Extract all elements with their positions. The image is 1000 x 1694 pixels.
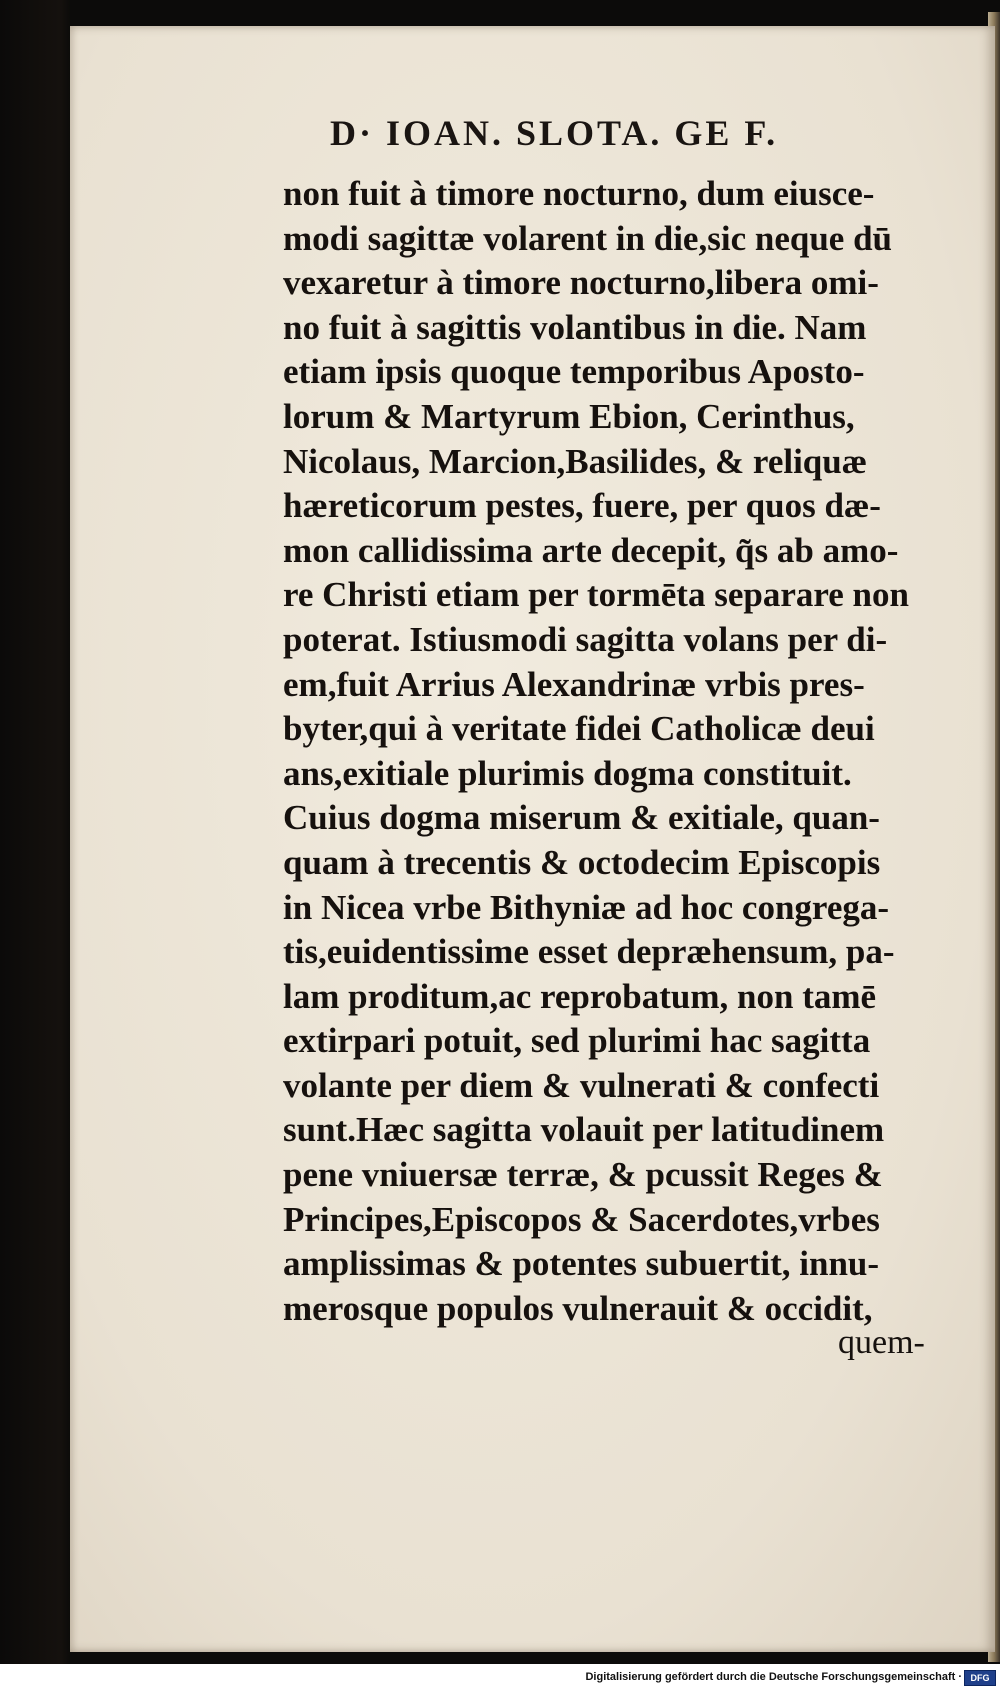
text-line: pene vniuersæ terræ, & pcussit Reges & xyxy=(283,1155,883,1195)
text-line: merosque populos vulnerauit & occidit, xyxy=(283,1288,873,1328)
text-line: etiam ipsis quoque temporibus Aposto- xyxy=(283,352,865,392)
text-line: hæreticorum pestes, fuere, per quos dæ- xyxy=(283,486,881,526)
text-line: Cuius dogma miserum & exitiale, quan- xyxy=(283,798,880,838)
text-line: amplissimas & potentes subuertit, innu- xyxy=(283,1244,880,1284)
text-line: modi sagittæ volarent in die,sic neque dū xyxy=(283,218,892,258)
text-line: Nicolaus, Marcion,Basilides, & reliquæ xyxy=(283,441,868,481)
page-body xyxy=(283,172,943,1331)
text-line: lam proditum,ac reprobatum, non tamē xyxy=(283,976,877,1016)
text-line: em,fuit Arrius Alexandrinæ vrbis pres- xyxy=(283,664,865,704)
text-line: poterat. Istiusmodi sagitta volans per di- xyxy=(283,619,888,659)
text-line: in Nicea vrbe Bithyniæ ad hoc congrega- xyxy=(283,887,890,927)
text-line: extirpari potuit, sed plurimi hac sagitta xyxy=(283,1021,871,1061)
digitization-footer xyxy=(0,1664,1000,1694)
text-line: ans,exitiale plurimis dogma constituit. xyxy=(283,753,852,793)
text-line: re Christi etiam per tormēta separare non xyxy=(283,575,909,615)
text-line: non fuit à timore nocturno, dum eiusce- xyxy=(283,174,875,213)
text-line: quam à trecentis & octodecim Episcopis xyxy=(283,842,881,882)
text-line: volante per diem & vulnerati & confecti xyxy=(283,1065,880,1105)
catchword: quem- xyxy=(838,1324,925,1361)
funding-credit: Digitalisierung gefördert durch die Deutsche Forschungsgemeinschaft · xyxy=(585,1671,962,1683)
text-line: tis,euidentissime esset depræhensum, pa- xyxy=(283,932,895,972)
text-line: vexaretur à timore nocturno,libera omi- xyxy=(283,263,879,303)
text-line: byter,qui à veritate fidei Catholicæ deui xyxy=(283,709,875,749)
text-line: lorum & Martyrum Ebion, Cerinthus, xyxy=(283,396,855,436)
text-line: sunt.Hæc sagitta volauit per latitudinem xyxy=(283,1110,885,1150)
text-line: mon callidissima arte decepit, q̃s ab amo- xyxy=(283,530,899,570)
text-line: no fuit à sagittis volantibus in die. Nam xyxy=(283,307,867,347)
running-head: D· IOAN. SLOTA. GE F. xyxy=(330,113,779,153)
text-line: Principes,Episcopos & Sacerdotes,vrbes xyxy=(283,1199,880,1239)
dfg-logo-icon: DFG xyxy=(964,1670,996,1686)
